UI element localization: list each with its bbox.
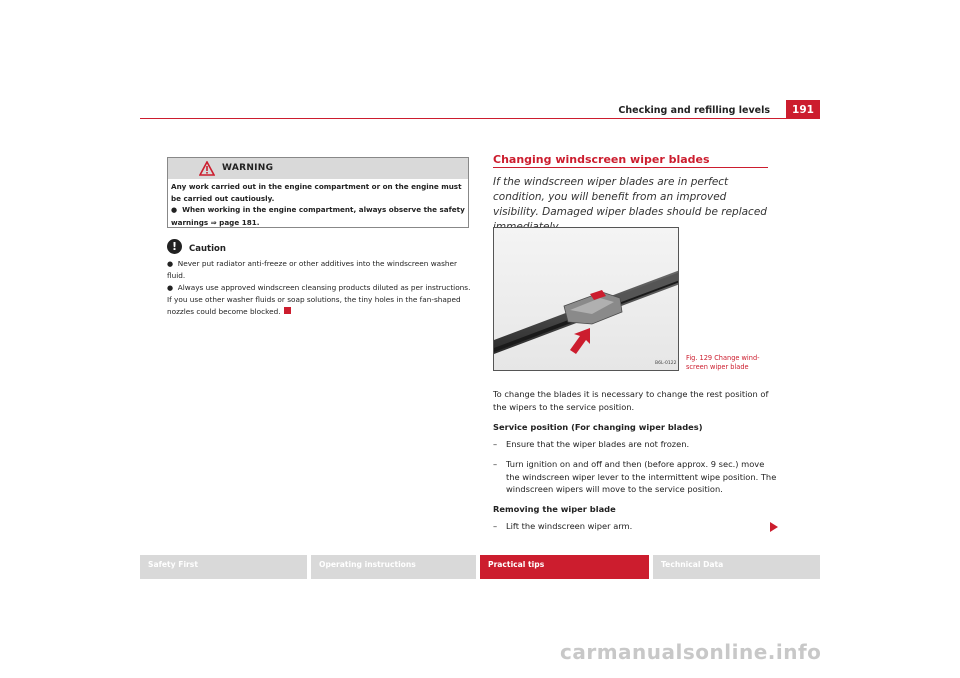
nav-tab-label: Safety First bbox=[148, 560, 198, 569]
warning-text bbox=[171, 181, 467, 228]
warning-title: WARNING bbox=[222, 163, 274, 173]
warning-line-1: Any work carried out in the engine compartment or on the engine must be carried out cautiously. bbox=[171, 182, 462, 203]
body-paragraph: To change the blades it is necessary to change the rest position of the wipers to the service position. bbox=[493, 389, 769, 412]
wiper-blade-figure bbox=[493, 227, 679, 371]
nav-tab-label: Technical Data bbox=[661, 560, 724, 569]
nav-tab-safety-first[interactable] bbox=[140, 555, 307, 579]
section-end-icon bbox=[284, 307, 291, 314]
warning-triangle-icon bbox=[199, 161, 215, 176]
warning-line-2 bbox=[171, 204, 467, 228]
page-number: 191 bbox=[786, 100, 820, 119]
bullet-icon: ● bbox=[167, 284, 174, 292]
step-3 bbox=[493, 520, 778, 533]
dash: – bbox=[493, 459, 498, 469]
dash: – bbox=[493, 439, 498, 449]
caution-item-1 bbox=[167, 258, 472, 282]
section-title: Changing windscreen wiper blades bbox=[493, 153, 710, 166]
figure-caption: Fig. 129 Change wind-screen wiper blade bbox=[686, 354, 760, 371]
nav-tab-label: Practical tips bbox=[488, 560, 545, 569]
caution-item-1-text: Never put radiator anti-freeze or other additives into the windscreen washer fluid. bbox=[167, 259, 458, 280]
nav-tab-label: Operating instructions bbox=[319, 560, 416, 569]
nav-tab-practical-tips[interactable] bbox=[480, 555, 649, 579]
nav-tab-operating-instructions[interactable] bbox=[311, 555, 476, 579]
step-3-text: Lift the windscreen wiper arm. bbox=[506, 521, 633, 531]
caution-item-2 bbox=[167, 282, 472, 318]
nav-tab-technical-data[interactable] bbox=[653, 555, 820, 579]
caution-title: Caution bbox=[189, 244, 226, 254]
wiper-blade-illustration bbox=[494, 228, 679, 371]
watermark: carmanualsonline.info bbox=[560, 640, 822, 664]
service-position-heading: Service position (For changing wiper blades) bbox=[493, 422, 703, 432]
removing-blade-heading: Removing the wiper blade bbox=[493, 504, 616, 514]
step-1-text: Ensure that the wiper blades are not frozen. bbox=[506, 439, 690, 449]
step-2 bbox=[493, 458, 778, 496]
bullet-icon: ● bbox=[167, 260, 174, 268]
header-rule bbox=[140, 118, 820, 119]
dash: – bbox=[493, 521, 498, 531]
figure-code: B6L-0122 bbox=[655, 361, 677, 366]
caution-item-2-text: Always use approved windscreen cleansing products diluted as per instructions. If you use other washer fluids or soap solutions, the tiny holes in the fan-shaped nozzles could become blocked. bbox=[167, 283, 471, 316]
caution-text bbox=[167, 258, 472, 318]
section-intro: If the windscreen wiper blades are in perfect condition, you will benefit from an improved visibility. Damaged wiper blades should be replaced bbox=[493, 176, 767, 218]
caution-icon: ! bbox=[167, 239, 182, 254]
step-1 bbox=[493, 438, 778, 451]
next-page-arrow-icon[interactable] bbox=[770, 522, 778, 532]
bullet-icon: ● bbox=[171, 206, 178, 215]
running-header: Checking and refilling levels bbox=[618, 105, 770, 116]
section-rule bbox=[493, 167, 768, 168]
warning-line-2-text: When working in the engine compartment, always observe the safety warnings ⇒ page 181. bbox=[171, 205, 465, 227]
step-2-text: Turn ignition on and off and then (before approx. 9 sec.) move the windscreen wiper lever to the intermittent wipe position. The windscreen wipers will move to the service position. bbox=[506, 459, 777, 494]
